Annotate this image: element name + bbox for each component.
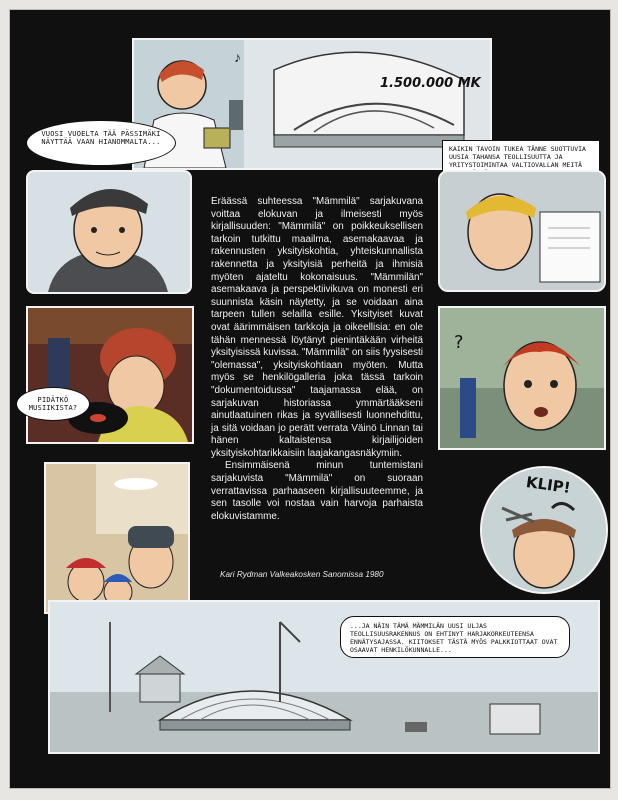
article-paragraph-2: Ensimmäisenä minun tuntemistani sarjakuvista "Mämmilä" on suoraan verrattavissa parhaaseen kirjallisuuteemme, ja sen tasolle voi nostaa vain harvoja parhaista elokuvistamme.	[211, 460, 423, 522]
svg-text:♪: ♪	[234, 49, 241, 65]
klip-sound-effect: KLIP!	[524, 472, 572, 498]
panel-red-haired-man	[438, 306, 606, 450]
article-credit: Kari Rydman Valkeakosken Sanomissa 1980	[220, 570, 384, 579]
family-art	[46, 464, 188, 612]
speech-bubble-top-left: VUOSI VUOELTA TÄÄ PÄSSIMÄKI NÄYTTÄÄ VAAN HIANOMMALTA...	[26, 120, 176, 166]
panel-old-man	[26, 170, 192, 294]
panel-woman-record	[26, 306, 194, 444]
panel-top-art	[134, 40, 490, 168]
woman-record-art	[28, 308, 192, 442]
man-reading-art	[440, 172, 604, 290]
panel-top	[132, 38, 492, 170]
panel-klip	[480, 466, 608, 594]
svg-text:?: ?	[454, 332, 464, 353]
article-paragraph-1: Eräässä suhteessa "Mämmilä" sarjakuvana voittaa elokuvan ja ilmeisesti myös kirjallisuuden: "Mämmilä" on poikkeuksellisen tarkoin tutkittu maailma, asemakaavaa ja rakennusten yksityiskohtia, yhteiskunnallista rakennetta ja yksityisiä perheitä ja ihmisiä myöten ajateltu kokonaisuus. "Mämmilän" asemakaava ja perspektiivikuva on monesti eri suunnista käsin näytetty, ja se voidaan aina tarpeen tullen selailla esille. Yksityiset kuvat ovat äärimmäisen tarkkoja ja oikeellisia: en ole tähän mennessä löytänyt pienintäkään virheitä yksityisissä kuvissa. "Mämmilä" on siis fyysisesti "olemassa", yksityiskohtiaan myöten. Mutta myös se henkilögalleria joka tässä tarkoin "dokumentoidussa" taajamassa elää, on sarjakuvan historiassa ymmärtääkseni ainutlaatuinen rikas ja syvällisesti luonnehdittu, ja sitä voidaan jo perätt verrata Väinö Linnan tai hänen kaltaistensa kirjailijoiden yksityiskohtarikkaisiin laajakangasnäkymiin.	[211, 196, 423, 459]
speech-bubble-music: PIDÄTKÖ MUSIIKISTA?	[16, 387, 90, 421]
old-man-art	[28, 172, 190, 292]
back-cover	[10, 10, 610, 788]
red-haired-man-art	[440, 308, 604, 448]
caption-bottom: ...JA NÄIN TÄMÄ MÄMMILÄN UUSI ULJAS TEOLLISUUSRAKENNUS ON EHTINYT HARJAKORKEUTEENSA ENNÄTYSAJASSA. KIITOKSET TÄSTÄ MYÖS PALKKIOTTAAT OVAT OSAAVAT HENKILÖKUNNALLE...	[340, 616, 570, 658]
panel-man-reading	[438, 170, 606, 292]
panel-family	[44, 462, 190, 614]
caption-top-right: KAIKIN TAVOIN TUKEA TÄNNE SUOTTUVIA UUSIA TAHANSA TEOLLISUUTTA JA YRITYSTOIMINTAA VALTIOVALLAN MEITÄ	[442, 140, 600, 188]
article-text	[211, 196, 423, 523]
price-label: 1.500.000 MK	[380, 76, 481, 91]
